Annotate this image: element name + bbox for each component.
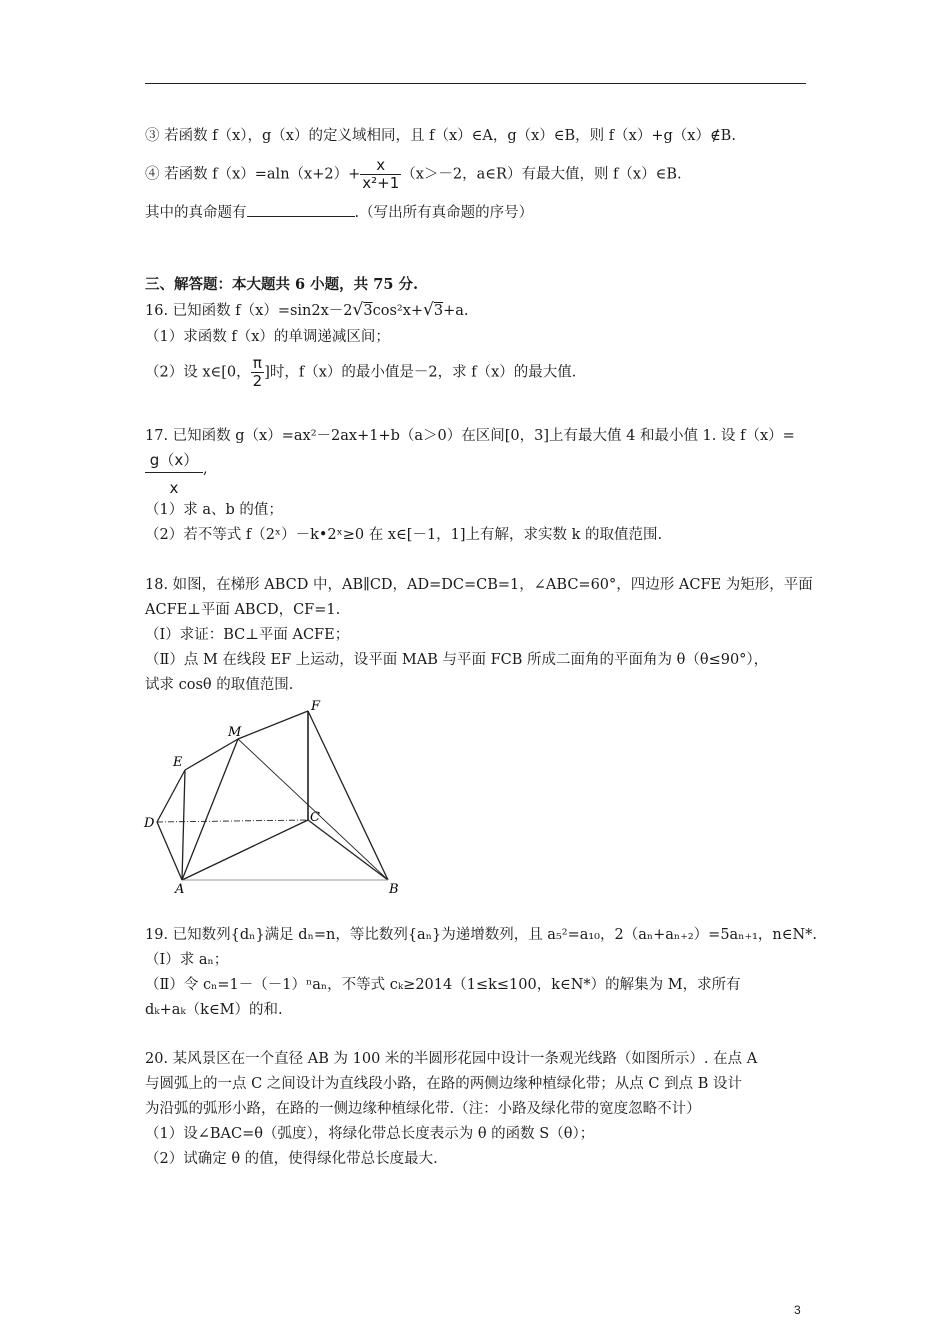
- q16-radicand-2: 3: [433, 303, 444, 319]
- label-B: B: [389, 882, 399, 897]
- q19-part2b: dₖ+aₖ（k∈M）的和.: [145, 1002, 283, 1018]
- q16-stem: [145, 301, 469, 320]
- item-4-fraction: [360, 157, 401, 192]
- q19-part1: （Ⅰ）求 aₙ；: [145, 952, 229, 968]
- fill-prefix: 其中的真命题有: [145, 205, 247, 221]
- q18-part2b: 试求 cosθ 的取值范围.: [145, 677, 294, 693]
- q17-fraction: [145, 451, 203, 497]
- fraction-numerator: g（x）: [149, 451, 199, 469]
- fraction-denominator: x²+1: [362, 174, 400, 192]
- q20-line2: 与圆弧上的一点 C 之间设计为直线段小路，在路的两侧边缘种植绿化带；从点 C 到点 B 设计: [145, 1076, 742, 1092]
- edge-MA: [182, 739, 238, 880]
- q17-part2: （2）若不等式 f（2ˣ）－k•2ˣ≥0 在 x∈[－1，1]上有解，求实数 k 的取值范围.: [145, 527, 663, 543]
- edge-EM: [185, 739, 238, 770]
- q16-stem-b: cos²x+: [372, 303, 424, 319]
- header-rule: [145, 83, 806, 84]
- q19-stem: 19. 已知数列{dₙ}满足 dₙ=n，等比数列{aₙ}为递增数列，且 a₅²=a₁₀，2（aₙ+aₙ₊₂）=5aₙ₊₁，n∈N*.: [145, 927, 818, 943]
- edge-FB: [308, 711, 388, 880]
- q16-fraction: [251, 355, 265, 390]
- sqrt-icon: √: [352, 300, 364, 320]
- q18-line2: ACFE⊥平面 ABCD，CF=1.: [145, 602, 341, 618]
- q17-stem: 17. 已知函数 g（x）=ax²－2ax+1+b（a＞0）在区间[0，3]上有最大值 4 和最小值 1. 设 f（x）=: [145, 428, 795, 444]
- edge-AC: [182, 820, 308, 880]
- fill-suffix: .（写出所有真命题的序号）: [354, 205, 534, 221]
- q17-fraction-tail: ,: [203, 461, 208, 477]
- q19-part2: （Ⅱ）令 cₙ=1－（－1）ⁿaₙ，不等式 cₖ≥2014（1≤k≤100，k∈N*）的解集为 M，求所有: [145, 977, 741, 993]
- q18-line1: 18. 如图，在梯形 ABCD 中，AB∥CD，AD=DC=CB=1，∠ABC=60°，四边形 ACFE 为矩形，平面: [145, 577, 813, 593]
- q16-stem-c: +a.: [443, 303, 469, 319]
- q16-radicand-1: 3: [363, 303, 373, 319]
- item-3: ③ 若函数 f（x），g（x）的定义域相同，且 f（x）∈A，g（x）∈B，则 f（x）+g（x）∉B.: [145, 128, 736, 144]
- q18-part2: （Ⅱ）点 M 在线段 EF 上运动，设平面 MAB 与平面 FCB 所成二面角的平面角为 θ（θ≤90°），: [145, 652, 769, 668]
- label-D: D: [144, 816, 155, 831]
- edge-EA: [182, 770, 185, 880]
- q16-part2-a: （2）设 x∈[0，: [145, 364, 251, 381]
- label-F: F: [311, 699, 321, 714]
- item-4-prefix: ④ 若函数 f（x）=aln（x+2）+: [145, 166, 361, 183]
- edge-MF: [238, 711, 308, 739]
- edge-CB: [308, 820, 388, 880]
- label-M: M: [228, 725, 242, 740]
- fraction-numerator: x: [376, 156, 386, 174]
- fraction-denominator: 2: [252, 372, 263, 390]
- label-C: C: [310, 810, 320, 825]
- q16-part1: （1）求函数 f（x）的单调递减区间；: [145, 329, 390, 345]
- q16-part2: [145, 355, 576, 390]
- page-number: 3: [794, 1303, 801, 1317]
- fraction-numerator: π: [252, 354, 262, 372]
- q16-part2-b: ]时，f（x）的最小值是－2，求 f（x）的最大值.: [264, 364, 577, 381]
- edge-ED: [157, 770, 185, 822]
- answer-blank[interactable]: [247, 202, 355, 217]
- section-3-title: 三、解答题：本大题共 6 小题，共 75 分.: [145, 276, 419, 293]
- sqrt-icon: √: [423, 300, 434, 320]
- item-4-suffix: （x＞－2，a∈R）有最大值，则 f（x）∈B.: [401, 166, 682, 183]
- edge-DC: [157, 820, 308, 822]
- q20-part1: （1）设∠BAC=θ（弧度），将绿化带总长度表示为 θ 的函数 S（θ）；: [145, 1126, 595, 1142]
- q20-line3: 为沿弧的弧形小路，在路的一侧边缘种植绿化带.（注：小路及绿化带的宽度忽略不计）: [145, 1101, 701, 1117]
- fill-in-line: [145, 202, 533, 222]
- item-4: [145, 157, 682, 192]
- label-A: A: [175, 882, 185, 897]
- fraction-bar: [145, 472, 203, 473]
- q20-part2: （2）试确定 θ 的值，使得绿化带总长度最大.: [145, 1151, 438, 1167]
- q20-line1: 20. 某风景区在一个直径 AB 为 100 米的半圆形花园中设计一条观光线路（如图所示）. 在点 A: [145, 1051, 758, 1067]
- q18-part1: （Ⅰ）求证：BC⊥平面 ACFE；: [145, 627, 350, 643]
- label-E: E: [173, 755, 183, 770]
- edge-DA: [157, 822, 182, 880]
- q18-figure: [140, 697, 410, 897]
- q17-part1: （1）求 a、b 的值；: [145, 502, 283, 518]
- q16-stem-a: 16. 已知函数 f（x）=sin2x－2: [145, 303, 353, 319]
- fraction-denominator: x: [169, 479, 179, 497]
